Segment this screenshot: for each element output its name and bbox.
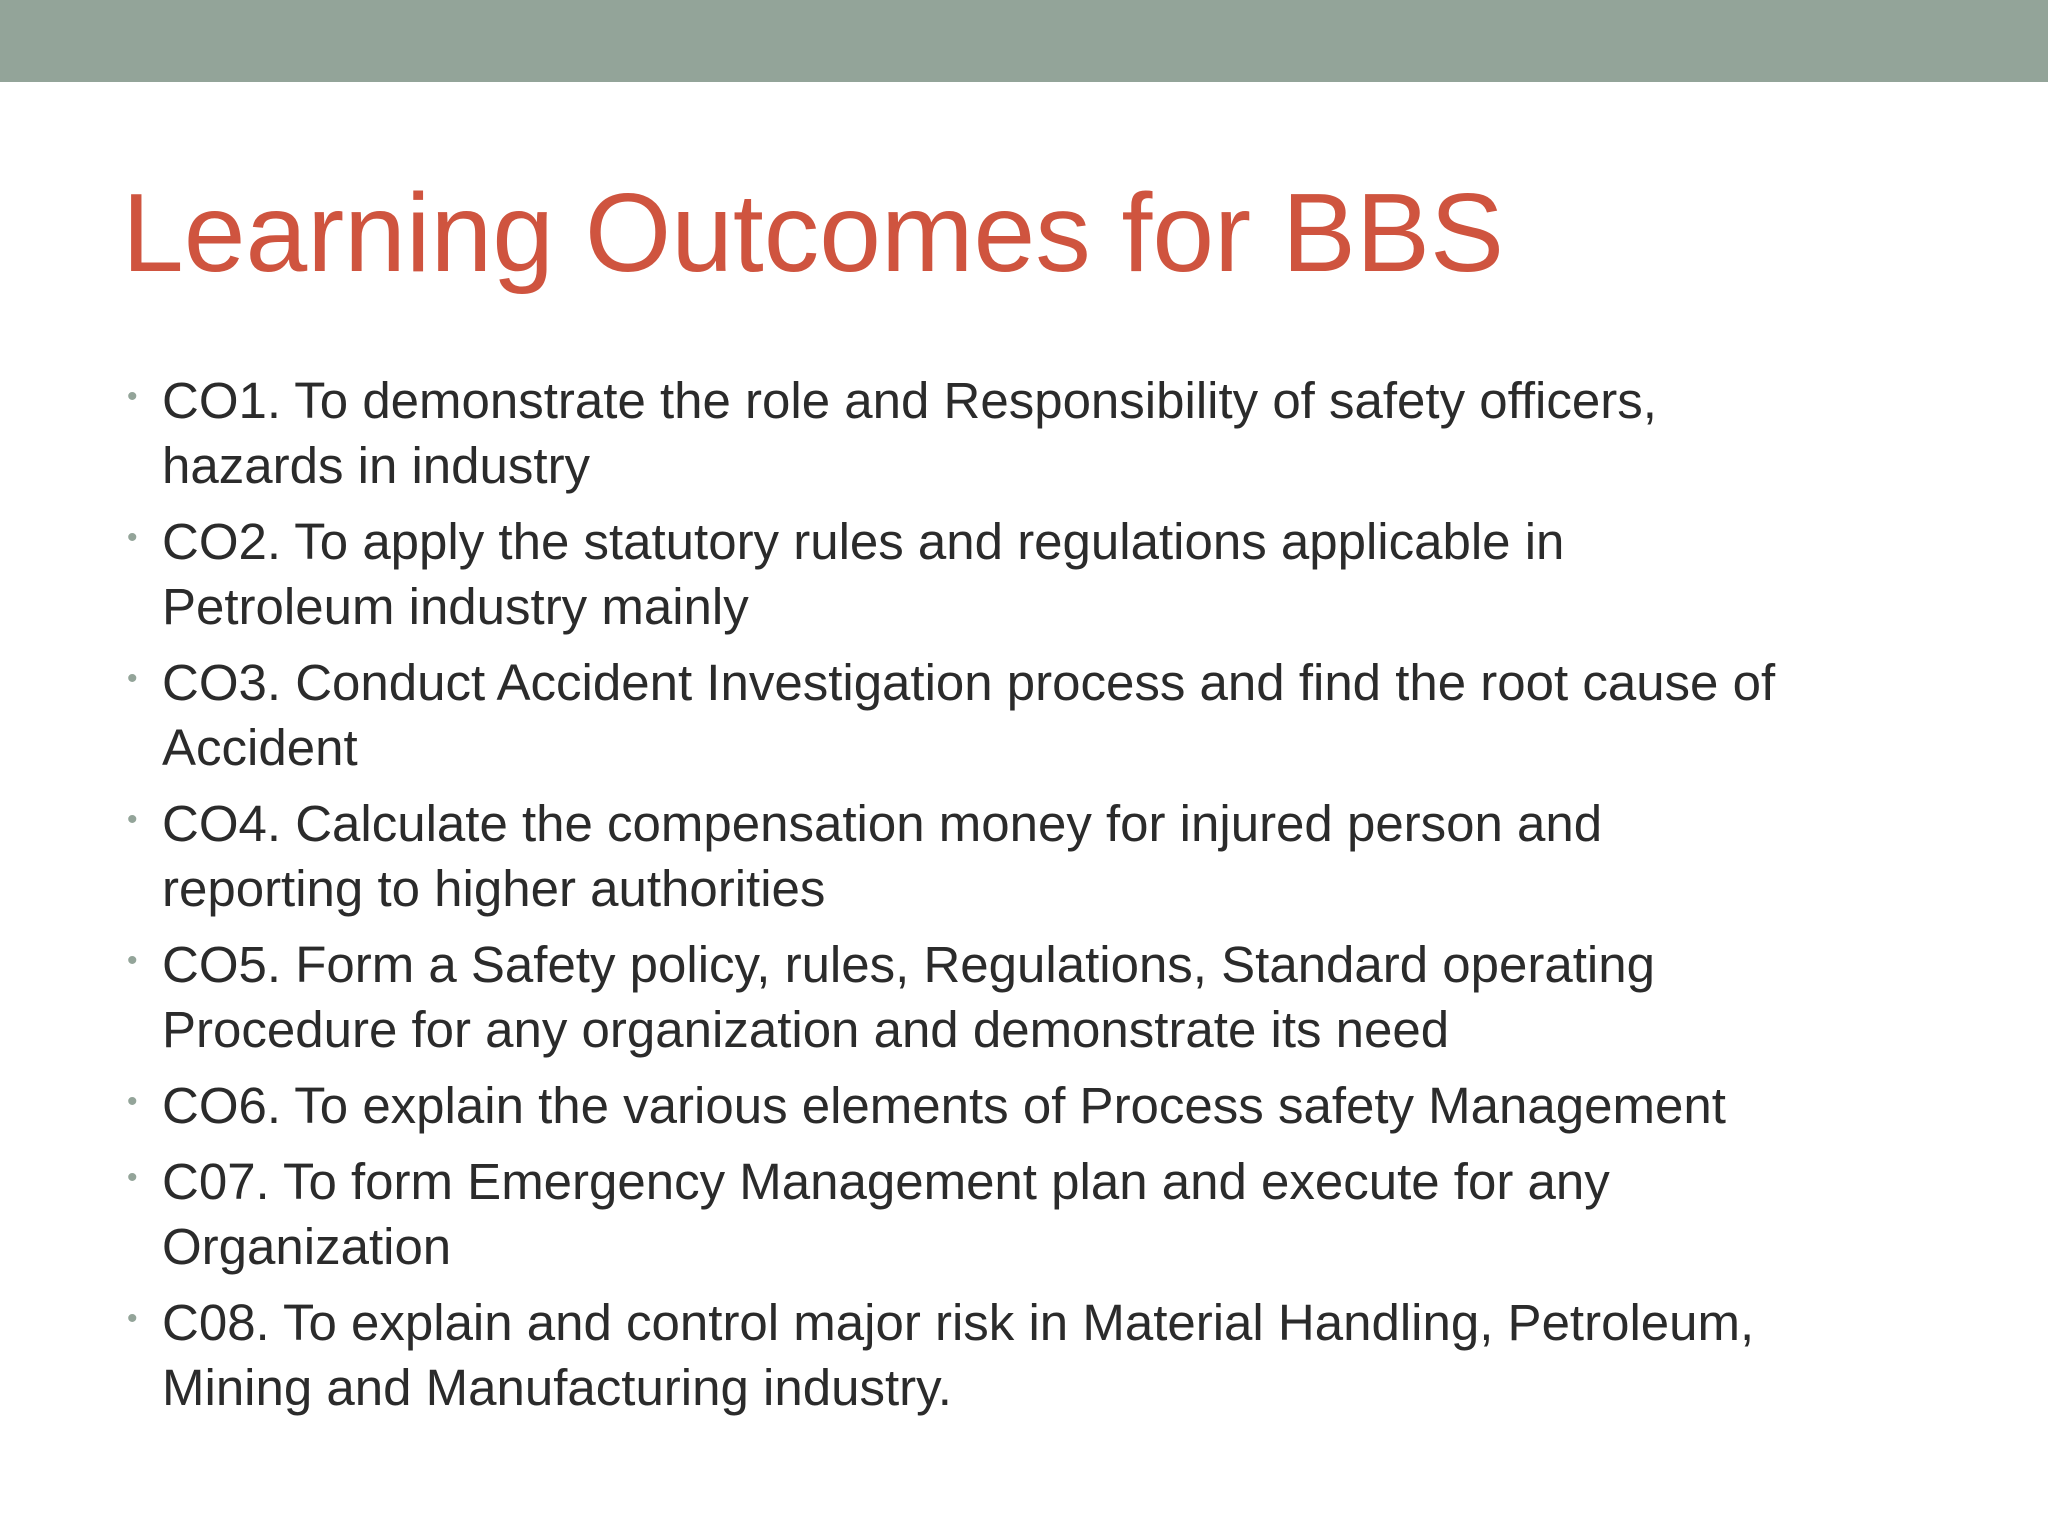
bullet-dot-icon: • [127, 521, 138, 554]
bullet-dot-icon: • [127, 380, 138, 413]
list-item-co1 [120, 368, 1940, 498]
list-item-co3 [120, 650, 1940, 780]
list-item-co2 [120, 509, 1940, 639]
list-item-text: CO3. Conduct Accident Investigation process and find the root cause of Accident [162, 654, 1776, 776]
bullet-dot-icon: • [127, 1161, 138, 1194]
list-item-co6 [120, 1073, 1940, 1138]
list-item-text: C07. To form Emergency Management plan and execute for any Organization [162, 1153, 1610, 1275]
list-item-text: CO2. To apply the statutory rules and regulations applicable in Petroleum industry mainly [162, 513, 1565, 635]
bullet-dot-icon: • [127, 662, 138, 695]
learning-outcomes-list [120, 368, 1940, 1431]
list-item-text: CO1. To demonstrate the role and Responsibility of safety officers, hazards in industry [162, 372, 1657, 494]
slide-title: Learning Outcomes for BBS [122, 171, 1505, 295]
bullet-dot-icon: • [127, 1302, 138, 1335]
bullet-dot-icon: • [127, 944, 138, 977]
list-item-co5 [120, 932, 1940, 1062]
list-item-text: CO5. Form a Safety policy, rules, Regulations, Standard operating Procedure for any organization and demonstrate its need [162, 936, 1655, 1058]
bullet-dot-icon: • [127, 803, 138, 836]
list-item-co7 [120, 1149, 1940, 1279]
list-item-text: CO4. Calculate the compensation money for injured person and reporting to higher authorities [162, 795, 1603, 917]
bullet-dot-icon: • [127, 1085, 138, 1118]
list-item-co4 [120, 791, 1940, 921]
top-accent-bar [0, 0, 2048, 82]
list-item-text: CO6. To explain the various elements of Process safety Management [162, 1077, 1726, 1134]
list-item-text: C08. To explain and control major risk in Material Handling, Petroleum, Mining and Manufacturing industry. [162, 1294, 1755, 1416]
list-item-co8 [120, 1290, 1940, 1420]
